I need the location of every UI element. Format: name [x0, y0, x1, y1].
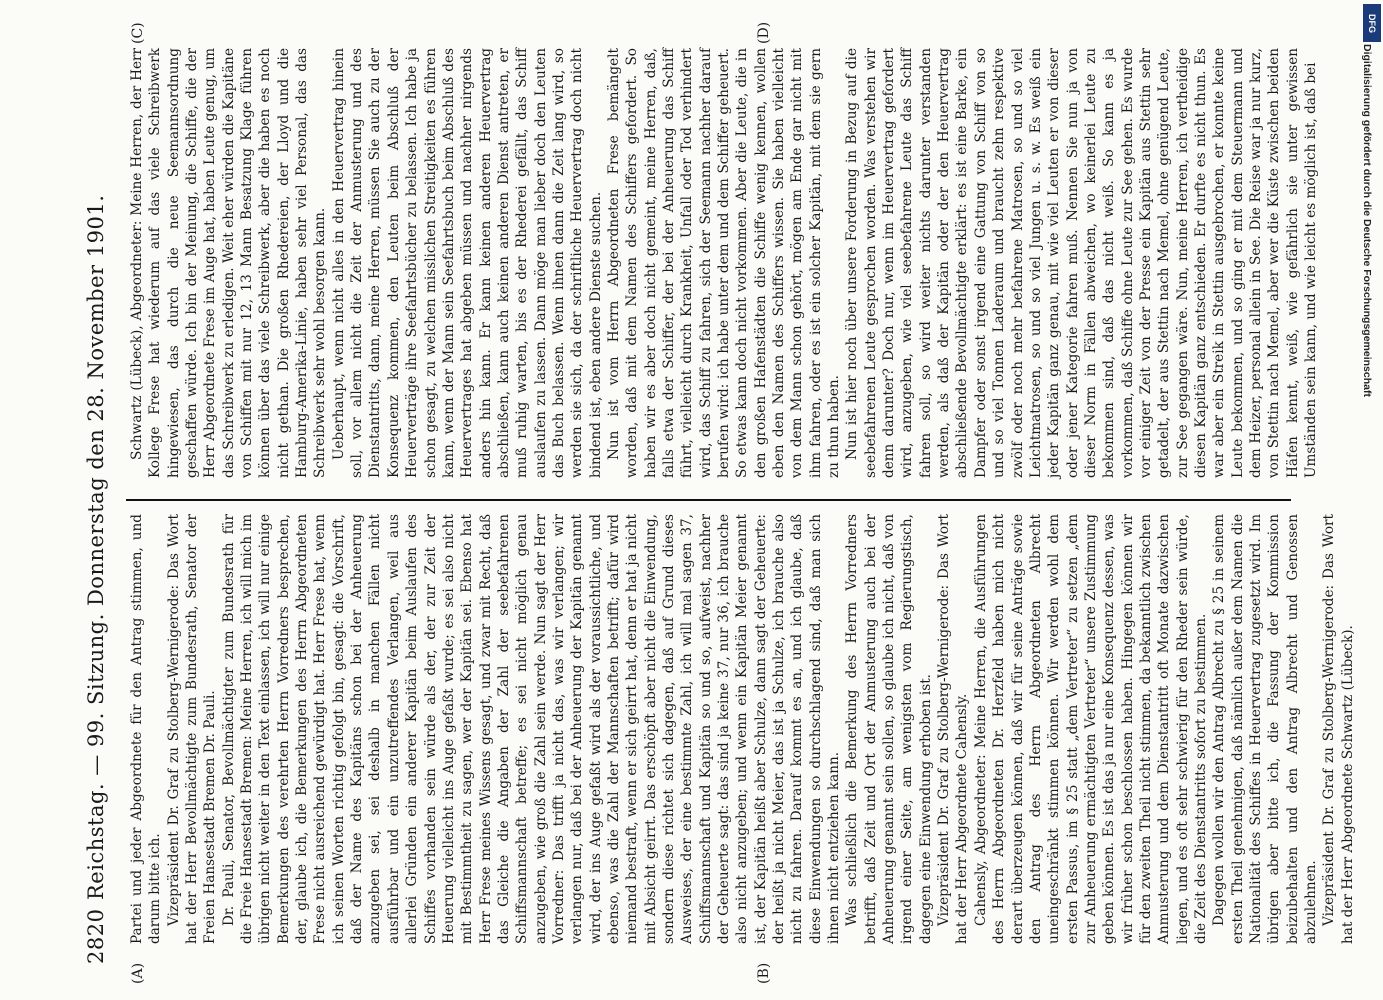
- paragraph: Vizepräsident Dr. Graf zu Stolberg-Wernigerode: Das Wort hat der Herr Bevollmächtigte zum Bundesrath, Senator der Freien Hansestadt Bremen Dr. Pauli.: [165, 514, 219, 944]
- paragraph: Nun ist vom Herrn Abgeordneten Frese bemängelt worden, daß mit dem Namen des Schiffers gefordert. So haben wir es aber doch nicht gemeint, meine Herren, daß, falls etwa der Schiffer, der bei der Anheuerung das Schiff führt, vielleicht durch Krankheit, Unfall oder Tod verhindert wird, das Schiff zu fahren, sich der Seemann nachher darauf berufen wird: ich habe unter dem und dem Schiffer geheuert. So etwas kann doch nicht vorkommen. Aber die Leute, die in den großen Hafenstädten die Schiffe wenig kennen, wollen eben den Namen des Schiffers wissen. Sie haben vielleicht von dem Mann schon gehört, mögen am Ende gar nicht mit ihm fahren, oder es ist ein solcher Kapitän, mit dem sie gern zu thun haben.: [605, 48, 843, 478]
- margin-marker-c: (C): [130, 22, 146, 44]
- dfg-logo: DFG: [1363, 4, 1381, 42]
- left-column: [128, 514, 1356, 944]
- paragraph: Cahensly, Abgeordneter: Meine Herren, die Ausführungen des Herrn Abgeordneten Dr. Herzfeld haben mich nicht derart überzeugen können, daß wir für seine Anträge sowie den Antrag des Herrn Abgeordneten Albrecht uneingeschränkt stimmen können. Wir werden wohl dem ersten Passus, im § 25 statt „dem Vertreter“ zu setzen „dem zur Anheuerung ermächtigten Vertreter“ unsere Zustimmung geben können. Es ist das ja nur eine Konsequenz dessen, was wir früher schon beschlossen haben. Hingegen können wir für den zweiten Theil nicht stimmen, da bekanntlich zwischen Anmusterung und dem Dienstantritt oft Monate dazwischen liegen, und es oft sehr schwierig für den Rheder sein würde, die Zeit des Dienstantritts sofort zu bestimmen.: [972, 514, 1209, 944]
- footer-credit-wrap: [1361, 44, 1383, 644]
- paragraph: Dr. Pauli, Senator, Bevollmächtigter zum Bundesrath für die Freie Hansestadt Bremen: Meine Herren, ich will mich im übrigen nicht weiter in den Text einlassen, ich will nur einige Bemerkungen des verehrten Herrn Vorredners besprechen, der, glaube ich, die Bemerkungen des Herrn Abgeordneten Frese nicht ausreichend gewürdigt hat. Herr Frese hat, wenn ich seinen Worten richtig gefolgt bin, gesagt: die Vorschrift, daß der Name des Kapitäns schon bei der Anheuerung anzugeben sei, sei deshalb in manchen Fällen nicht ausführbar und ein unzutreffendes Verlangen, weil aus allerlei Gründen ein anderer Kapitän beim Auslaufen des Schiffes vorhanden sein würde als der, der zur Zeit der Heuerung vielleicht ins Auge gefaßt wurde; es sei also nicht mit Bestimmtheit zu sagen, wer der Kapitän sei. Ebenso hat Herr Frese meines Wissens gesagt, und zwar mit Recht, daß das Gleiche die Angaben der Zahl der seebefahrenen Schiffsmannschaft betreffe; es sei nicht möglich genau anzugeben, wie groß die Zahl sein werde. Nun sagt der Herr Vorredner: Das trifft ja nicht das, was wir verlangen; wir verlangen nur, daß bei der Anheuerung der Kapitän genannt wird, der ins Auge gefaßt wird als der voraussichtliche, und ebenso, was die Zahl der Mannschaften betrifft; dafür wird niemand bestraft, wenn er sich geirrt hat, denn er hat ja nicht mit Absicht geirrt. Das erschöpft aber nicht die Einwendung, sondern diese richtet sich dagegen, daß auf Grund dieses Ausweises, der eine bestimmte Zahl, ich will mal sagen 37, Schiffsmannschaft und Kapitän so und so, aufweist, nachher der Geheuerte sagt: das sind ja keine 37, nur 36, ich brauche also nicht anzugeben; und wenn ein Kapitän Meier genannt ist, der Kapitän heißt aber Schulze, dann sagt der Geheuerte: der heißt ja nicht Meier, das ist ja Schulze, ich brauche also nicht zu fahren. Darauf kommt es an, und ich glaube, daß diese Einwendungen so durchschlagend sind, daß man sich ihnen nicht entziehen kann.: [220, 514, 843, 944]
- paragraph: Ueberhaupt, wenn nicht alles in den Heuervertrag hinein soll, vor allem nicht die Zeit der Anmusterung und des Dienstantritts, dann, meine Herren, müssen Sie auch zu der Konsequenz kommen, den Leuten beim Abschluß der Heuerverträge ihre Seefahrtsbücher zu belassen. Ich habe ja schon gesagt, zu welchen misslichen Streitigkeiten es führen kann, wenn der Mann sein Seefahrtsbuch beim Abschluß des Heuervertrages hat abgeben müssen und nachher nirgends anders hin kann. Er kann keinen anderen Heuervertrag abschließen, kann auch keinen anderen Dienst antreten, er muß ruhig warten, bis es der Rhederei gefällt, das Schiff auslaufen zu lassen. Dann möge man lieber doch den Leuten das Buch belassen. Wenn ihnen dann die Zeit lang wird, so werden sie sich, da der schriftliche Heuervertrag doch nicht bindend ist, eben andere Dienste suchen.: [330, 48, 604, 478]
- paragraph: Nun ist hier noch über unsere Forderung in Bezug auf die seebefahrenen Leute gesprochen worden. Was verstehen wir denn darunter? Doch nur, wenn im Heuervertrag gefordert wird, anzugeben, wie viel seebefahrene Leute das Schiff fahren soll, so wird weiter nichts darunter verstanden werden, als daß der Kapitän oder der den Heuervertrag abschließende Bevollmächtigte erklärt: es ist eine Barke, ein Dampfer oder sonst irgend eine Gattung von Schiff von so und so viel Tonnen Laderaum und braucht zehn respektive zwölf oder noch mehr befahrene Matrosen, so und so viel Leichtmatrosen, so und so viel Jungen u. s. w. Es weiß ein jeder Kapitän ganz genau, mit wie viel Leuten er von dieser oder jener Kategorie fahren muß. Nennen Sie nun ja von dieser Norm in Fällen abweichen, wo keinerlei Leute zu bekommen sind, daß das nicht weiß. So kann es ja vorkommen, daß Schiffe ohne Leute zur See gehen. Es wurde vor einiger Zeit von der Presse ein Kapitän aus Stettin sehr getadelt, der aus Stettin nach Memel, ohne genügend Leute, zur See gegangen wäre. Nun, meine Herren, ich vertheidige diesen Kapitän ganz entschieden. Er durfte es nicht thun. Es war aber ein Streik in Stettin ausgebrochen, er konnte keine Leute bekommen, und so ging er mit dem Steuermann und dem Heizer, personal allein in See. Die Reise war ja nur kurz, von Stettin nach Memel, aber wer die Küste zwischen beiden Häfen kennt, weiß, wie gefährlich sie unter gewissen Umständen sein kann, und wie leicht es möglich ist, daß bei: [844, 48, 1319, 478]
- paragraph: Was schließlich die Bemerkung des Herrn Vorredners betrifft, daß Zeit und Ort der Anmusterung auch bei der Anheuerung genannt sein sollen, so glaube ich nicht, daß von irgend einer Seite, am wenigsten vom Regierungstisch, dagegen eine Einwendung erhoben ist.: [844, 514, 934, 944]
- paragraph: Vizepräsident Dr. Graf zu Stolberg-Wernigerode: Das Wort hat der Herr Abgeordnete Cahensly.: [936, 514, 971, 944]
- right-column: [128, 48, 1319, 478]
- paragraph: Schwartz (Lübeck), Abgeordneter: Meine Herren, der Herr Kollege Frese hat wiederum auf das viele Schreibwerk hingewiesen, das durch die neue Seemannsordnung geschaffen würde. Ich bin der Meinung, die Schiffe, die der Herr Abgeordnete Frese im Auge hat, haben Leute genug, um das Schreibwerk zu erledigen. Weit eher würden die Kapitäne von Schiffen mit nur 12, 13 Mann Besatzung Klage führen können über das viele Schreibwerk, aber die haben es noch nicht gethan. Die großen Rhedereien, der Lloyd und die Hamburg-Amerika-Linie, haben sehr viel Personal, das das Schreibwerk sehr wohl besorgen kann.: [129, 48, 329, 478]
- paragraph: Partei und jeder Abgeordnete für den Antrag stimmen, und darum bitte ich.: [129, 514, 164, 944]
- page-header: [84, 30, 118, 970]
- paragraph: Vizepräsident Dr. Graf zu Stolberg-Wernigerode: Das Wort hat der Herr Abgeordnete Schwartz (Lübeck).: [1321, 514, 1356, 944]
- margin-marker-a: (A): [130, 962, 146, 984]
- page-title: Reichstag. — 99. Sitzung. Donnerstag den 28. November 1901.: [84, 194, 108, 900]
- paragraph: Dagegen wollen wir den Antrag Albrecht zu § 25 in seinem ersten Theil genehmigen, daß nämlich außer dem Namen die Nationalität des Schiffes in Heuervertrag zugesetzt wird. Im übrigen aber bitte ich, die Fassung der Kommission beizubehalten und den Antrag Albrecht und Genossen abzulehnen.: [1211, 514, 1319, 944]
- page-number: 2820: [84, 908, 108, 964]
- margin-marker-d: (D): [756, 21, 772, 44]
- rotated-page-content: [66, 21, 1356, 984]
- column-divider: [126, 499, 1291, 501]
- digitization-credit: Digitalisierung gefördert durch die Deutsche Forschungsgemeinschaft: [1361, 44, 1373, 397]
- margin-marker-b: (B): [756, 962, 772, 984]
